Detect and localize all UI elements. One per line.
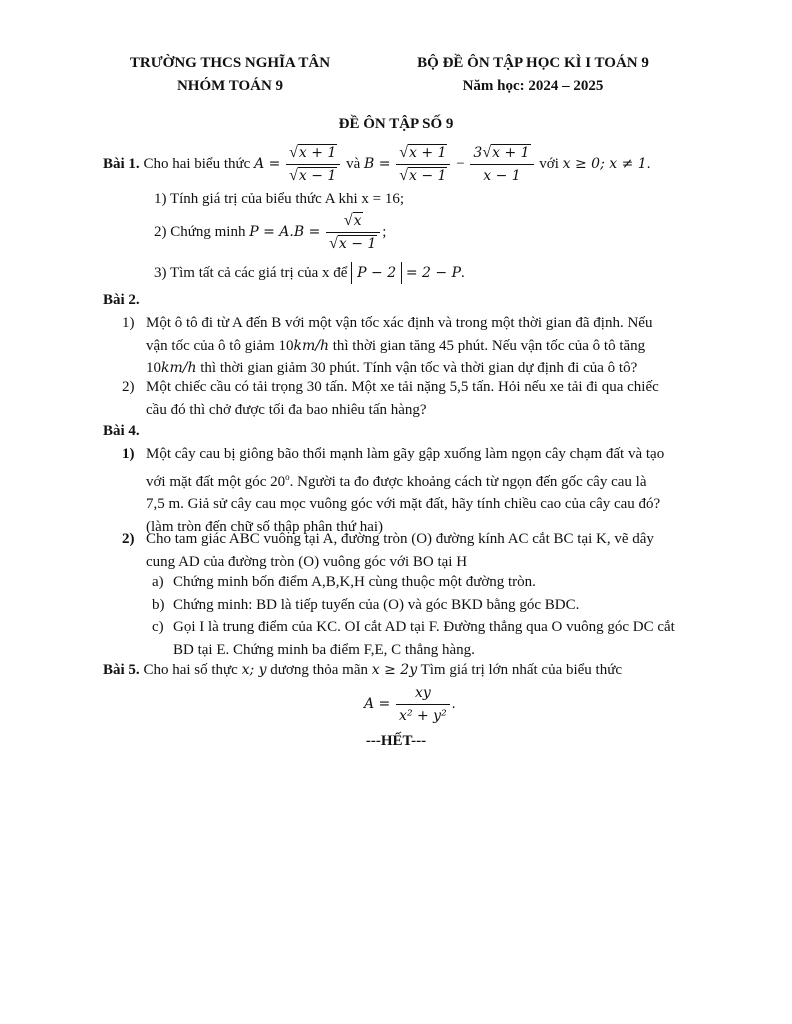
bai1-q2: [154, 212, 386, 253]
bai5-vars: x; y: [241, 662, 267, 678]
bai4-item2: [146, 528, 654, 573]
bai1-A-den: x − 1: [298, 168, 337, 184]
bai5-label: Bài 5.: [103, 662, 140, 678]
bai1-B-fraction1: $\frac{√x + 1}{√x - 1}$: [396, 144, 450, 185]
bai2-item2-line1: Một chiếc cầu có tải trọng 30 tấn. Một xe tải nặng 5,5 tấn. Hỏi nếu xe tải đi qua chiếc: [146, 379, 659, 395]
bai4-sub-c-label: c): [152, 619, 164, 635]
bai1-A-eq: A =: [254, 155, 281, 172]
bai5-text-a: Cho hai số thực: [143, 662, 238, 678]
bai5-A-end: .: [451, 695, 456, 712]
bai4-label: Bài 4.: [103, 423, 140, 439]
bai5-A-den: x² + y²: [399, 708, 447, 724]
bai1-B-den2: x − 1: [483, 168, 521, 184]
bai1-q2-den: x − 1: [338, 236, 377, 252]
school-year: Năm học: 2024 – 2025: [462, 78, 604, 94]
bai1-minus: −: [456, 155, 465, 172]
bai2-item1-line1: Một ô tô đi từ A đến B với một vận tốc xác định và trong một thời gian đã định. Nếu: [146, 315, 653, 331]
bai2-item1: [146, 312, 652, 380]
bai4-item1-line4: (làm tròn đến chữ số thập phân thứ hai): [146, 518, 384, 535]
bai2-label: Bài 2.: [103, 292, 140, 308]
bai4-item1-line1: Một cây cau bị giông bão thổi mạnh làm gãy gập xuống làm ngọn cây chạm đất và tạo: [146, 446, 665, 462]
bai2-item2-num: 2): [122, 379, 135, 395]
bai5-A-num: xy: [396, 684, 450, 705]
bai2-item1-line2a: vận tốc của ô tô giảm 10: [146, 337, 294, 354]
bai2-item1-num: 1): [122, 315, 135, 331]
bai2-item2-line2: cầu đó thì chở được tối đa bao nhiêu tấn hàng?: [146, 401, 427, 418]
bai4-sub-b: Chứng minh: BD là tiếp tuyến của (O) và góc BKD bằng góc BDC.: [173, 597, 580, 613]
bai4-item1-num: 1): [122, 446, 135, 462]
bai5-expression: [364, 684, 455, 725]
bai1-cond: x ≥ 0; x ≠ 1: [562, 155, 647, 172]
bai4-item1-line2a: với mặt đất một góc 20: [146, 473, 286, 490]
bai5-A-eq: A =: [364, 695, 391, 712]
bai1-q1: 1) Tính giá trị của biểu thức A khi x = 16;: [154, 191, 405, 207]
exam-title: ĐỀ ÔN TẬP SỐ 9: [338, 116, 454, 132]
bai5-statement: [103, 659, 622, 681]
exam-set-header: [392, 52, 674, 98]
bai1-q3-rhs: = 2 − P: [405, 265, 461, 281]
bai1-statement: [103, 144, 650, 185]
bai4-item1-degree: o: [285, 471, 290, 482]
bai5-cond: x ≥ 2y: [371, 662, 418, 678]
school-name: TRƯỜNG THCS NGHĨA TÂN: [129, 55, 331, 71]
bai1-q3-pre: 3) Tìm tất cả các giá trị của x để: [154, 265, 348, 281]
bai4-item2-line1: Cho tam giác ABC vuông tại A, đường tròn (O) đường kính AC cắt BC tại K, vẽ dây: [146, 531, 654, 547]
bai4-item2-num: 2): [122, 531, 135, 547]
bai1-q3: [154, 262, 465, 284]
bai1-B-num2-rest: x + 1: [492, 145, 530, 161]
bai4-sub-a-label: a): [152, 574, 164, 590]
bai4-sub-c: [173, 616, 675, 661]
bai5-text-b: dương thỏa mãn: [270, 662, 369, 678]
bai1-q2-end: ;: [382, 223, 387, 240]
bai1-q2-pre: 2) Chứng minh: [154, 223, 246, 240]
bai1-A-num: x + 1: [298, 145, 337, 161]
bai4-sub-c-line1: Gọi I là trung điểm của KC. OI cắt AD tại F. Đường thẳng qua O vuông góc DC cắt: [173, 619, 675, 635]
bai4-item1: [146, 443, 664, 538]
bai5-A-fraction: [396, 684, 450, 725]
bai1-B-num1: x + 1: [409, 145, 447, 161]
bai2-item2: [146, 376, 659, 421]
bai1-q3-abs: P − 2: [351, 262, 402, 284]
bai4-item1-line2: [146, 466, 664, 494]
bai1-q2-num: x: [353, 213, 362, 229]
bai2-item1-line2b: thì thời gian tăng 45 phút. Nếu vận tốc của ô tô tăng: [328, 337, 646, 354]
bai1-q2-eq: P = A.B =: [249, 223, 321, 240]
bai1-label: Bài 1.: [103, 155, 140, 172]
bai4-item1-line2b: . Người ta đo được khoảng cách từ ngọn đến gốc cây cau là: [289, 473, 647, 490]
bai1-cond-text: với: [539, 155, 559, 172]
bai1-A-fraction: $\frac{√x + 1}{√x - 1}$: [286, 144, 340, 185]
bai5-text-c: Tìm giá trị lớn nhất của biểu thức: [420, 662, 623, 678]
bai1-q3-end: .: [461, 265, 465, 281]
bai2-item1-unit: km/h: [293, 337, 329, 354]
bai1-q2-fraction: $\frac{√x}{√x - 1}$: [326, 212, 380, 253]
bai1-cond-end: .: [646, 155, 651, 172]
end-marker: ---HẾT---: [365, 733, 427, 749]
bai2-item1-unit2: km/h: [161, 360, 197, 376]
bai1-B-eq: B =: [364, 155, 391, 172]
bai2-item1-line3a: 10: [146, 360, 161, 376]
exam-set-name: BỘ ĐỀ ÔN TẬP HỌC KÌ I TOÁN 9: [417, 55, 649, 71]
bai4-sub-a: Chứng minh bốn điểm A,B,K,H cùng thuộc một đường tròn.: [173, 574, 536, 590]
bai1-B-num2-coef: 3: [473, 145, 483, 161]
bai4-sub-b-label: b): [152, 597, 165, 613]
bai1-and: và: [346, 155, 361, 172]
bai4-item1-line3: 7,5 m. Giả sử cây cau mọc vuông góc với mặt đất, hãy tính chiều cao của cây cau đó?: [146, 496, 661, 512]
bai1-B-fraction2: $\frac{3√x + 1}{x - 1}$: [470, 144, 533, 185]
bai4-item2-line2: cung AD của đường tròn (O) vuông góc với BO tại H: [146, 553, 468, 570]
group-name: NHÓM TOÁN 9: [176, 78, 284, 94]
bai1-B-den1: x − 1: [409, 168, 447, 184]
bai2-item1-line3b: thì thời gian giảm 30 phút. Tính vận tốc và thời gian dự định đi của ô tô?: [196, 360, 638, 376]
bai1-intro: Cho hai biểu thức: [143, 155, 251, 172]
bai2-item1-line2: [146, 335, 652, 358]
bai4-sub-c-line2: BD tại E. Chứng minh ba điểm F,E, C thẳng hàng.: [173, 641, 475, 658]
school-header: [110, 52, 350, 98]
